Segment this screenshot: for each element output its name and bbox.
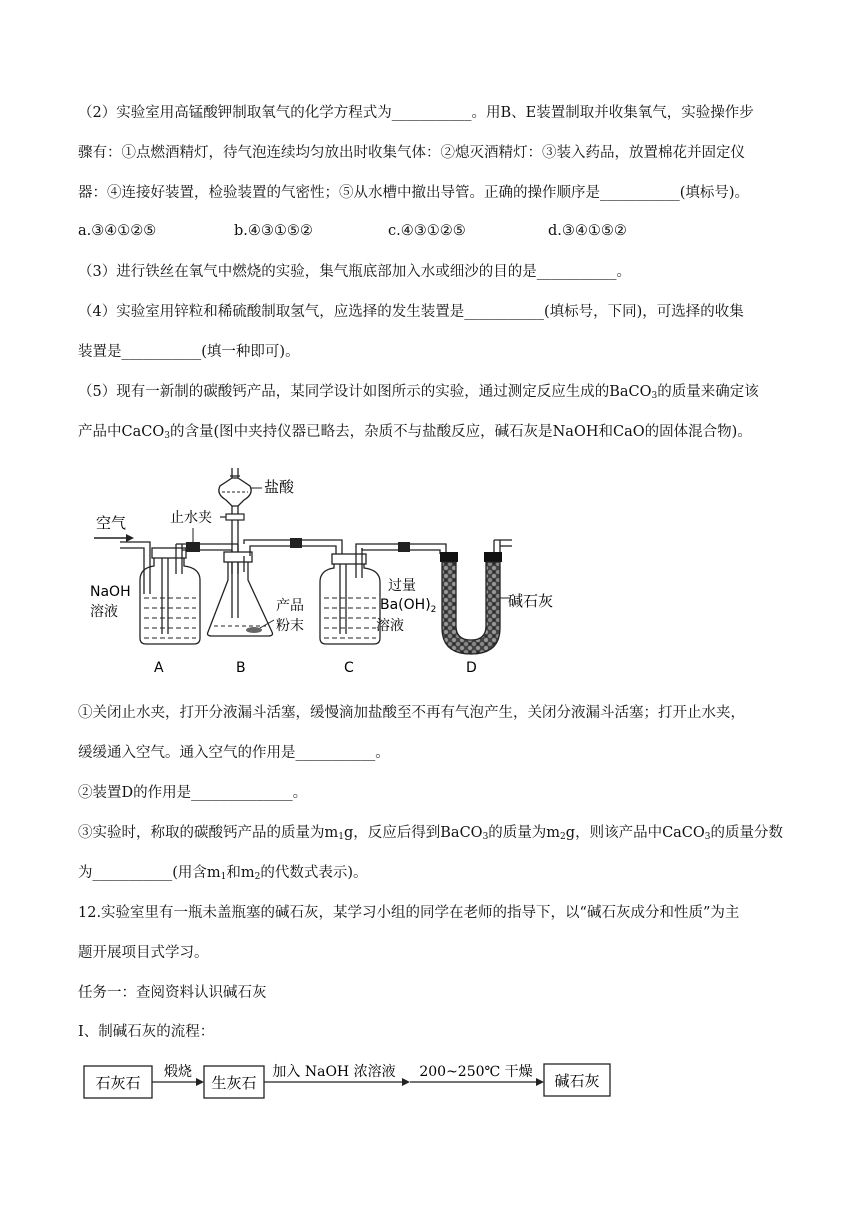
baoh-label: $Ba(OH)_2$	[380, 597, 437, 615]
q3-line-1: （3）进行铁丝在氧气中燃烧的实验，集气瓶底部加入水或细沙的目的是___________。	[78, 264, 631, 280]
flow-arrow-2-text: 加入 NaOH 浓溶液	[272, 1064, 396, 1080]
q12-line-1: 12.实验室里有一瓶未盖瓶塞的碱石灰，某学习小组的同学在老师的指导下，以“碱石灰成分和性质”为主	[78, 905, 740, 921]
task1-heading: 任务一：查阅资料认识碱石灰	[78, 985, 267, 1001]
flow-arrow-1-text: 煅烧	[164, 1064, 192, 1080]
bottle-a	[140, 544, 200, 644]
label-c: C	[344, 660, 354, 676]
q4-line-1: （4）实验室用锌粒和稀硫酸制取氢气，应选择的发生装置是___________(填标号，下同)，可选择的收集	[78, 304, 744, 320]
clamp-label: 止水夹	[170, 510, 212, 526]
q2-line-3: 器：④连接好装置，检验装置的气密性；⑤从水槽中撤出导管。正确的操作顺序是___________(填标号)。	[78, 185, 750, 201]
sub-q1-line-2: 缓缓通入空气。通入空气的作用是___________。	[78, 745, 390, 761]
naoh-label-2: 溶液	[90, 604, 118, 620]
air-arrow	[94, 534, 134, 542]
flow-box-1-text: 石灰石	[95, 1074, 141, 1092]
separatory-funnel	[219, 468, 251, 618]
q4-line-2: 装置是___________(填一种即可)。	[78, 344, 300, 360]
flow-box-2-text: 生灰石	[211, 1074, 257, 1092]
naoh-label-1: NaOH	[90, 584, 131, 600]
option-d: d.③④①⑤②	[548, 223, 627, 239]
flow-arrow-3-text: 200~250℃ 干燥	[419, 1064, 533, 1080]
sub-q1-line-1: ①关闭止水夹，打开分液漏斗活塞，缓慢滴加盐酸至不再有气泡产生，关闭分液漏斗活塞；打开止水夹，	[78, 705, 745, 721]
step1-heading: Ⅰ、制碱石灰的流程：	[78, 1024, 215, 1040]
flow-box-3-text: 碱石灰	[554, 1072, 600, 1090]
sub-q3-line-1: ③实验时，称取的碳酸钙产品的质量为$m_1g$，反应后得到BaCO$_3$的质量为$m_2g$，则该产品中CaCO$_3$的质量分数	[78, 825, 784, 842]
option-c: c.④③①②⑤	[388, 223, 466, 239]
air-label: 空气	[96, 514, 127, 532]
q2-options	[78, 223, 798, 243]
soda-lime-label: 碱石灰	[508, 592, 554, 610]
flow-arrow-1-icon	[196, 1078, 204, 1086]
sub-q3-line-2: 为___________(用含$m_1$和$m_2$的代数式表示)。	[78, 865, 368, 882]
solution-label: 溶液	[376, 618, 404, 634]
apparatus-diagram	[80, 458, 554, 680]
acid-label: 盐酸	[264, 478, 295, 496]
flow-chart	[80, 1058, 620, 1106]
option-a: a.③④①②⑤	[78, 223, 157, 239]
q12-line-2: 题开展项目式学习。	[78, 945, 209, 961]
q2-line-1: （2）实验室用高锰酸钾制取氧气的化学方程式为___________。用B、E装置制取并收集氧气，实验操作步	[78, 105, 754, 121]
product-label-2: 粉末	[276, 618, 304, 634]
flow-arrow-3-icon	[536, 1078, 544, 1086]
q2-line-2: 骤有：①点燃酒精灯，待气泡连续均匀放出时收集气体：②熄灭酒精灯：③装入药品，放置棉花并固定仪	[78, 145, 745, 161]
clamp-icon	[186, 542, 200, 552]
flow-arrow-2-icon	[402, 1078, 410, 1086]
label-b: B	[236, 660, 246, 676]
option-b: b.④③①⑤②	[234, 223, 313, 239]
q5-line-2: 产品中CaCO$_3$的含量(图中夹持仪器已略去，杂质不与盐酸反应，碱石灰是NaOH和CaO的固体混合物)。	[78, 424, 752, 441]
q5-line-1: （5）现有一新制的碳酸钙产品，某同学设计如图所示的实验，通过测定反应生成的BaCO$_3$的质量来确定该	[78, 384, 759, 401]
label-a: A	[154, 660, 164, 676]
bottle-c	[320, 548, 380, 644]
flask-b	[208, 552, 273, 636]
u-tube-d	[440, 540, 512, 654]
product-label-1: 产品	[276, 598, 304, 614]
excess-label: 过量	[388, 578, 416, 594]
sub-q2-line: ②装置D的作用是______________。	[78, 785, 308, 801]
label-d: D	[466, 660, 477, 676]
